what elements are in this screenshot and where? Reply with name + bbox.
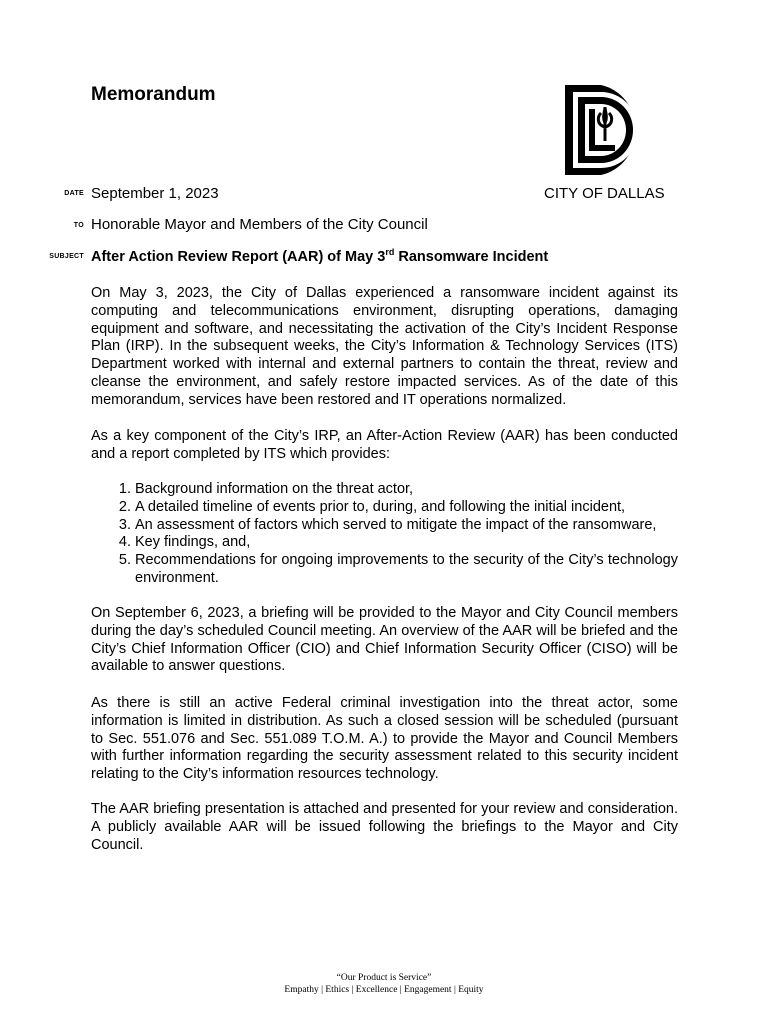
organization-name: CITY OF DALLAS [544, 185, 665, 202]
paragraph-presentation: The AAR briefing presentation is attached and presented for your review and consideration. A publicly available AAR will be issued following the briefings to the Mayor and City Council. [91, 801, 678, 853]
memo-title: Memorandum [91, 84, 216, 105]
list-item: 5. Recommendations for ongoing improvements to the security of the City’s technology environment. [135, 552, 678, 588]
paragraph-aar: As a key component of the City’s IRP, an After-Action Review (AAR) has been conducted and a report completed by ITS which provides: [91, 428, 678, 462]
list-item: 1. Background information on the threat actor, [135, 481, 678, 499]
report-contents-list [91, 481, 678, 588]
to-label: TO [73, 222, 84, 229]
subject-value [91, 247, 548, 265]
subject-label: SUBJECT [49, 253, 84, 260]
date-label: DATE [64, 190, 84, 197]
paragraph-briefing: On September 6, 2023, a briefing will be provided to the Mayor and City Council members during the day’s scheduled Council meeting. An overview of the AAR will be briefed and the City’s Chief Information Officer (CIO) and Chief Information Security Officer (CISO) will be available to answer questions. [91, 605, 678, 675]
footer-motto: “Our Product is Service” [336, 973, 432, 983]
city-of-dallas-logo [561, 83, 649, 177]
list-item: 4. Key findings, and, [135, 534, 678, 552]
list-item: 2. A detailed timeline of events prior to, during, and following the initial incident, [135, 499, 678, 517]
footer [0, 972, 768, 996]
footer-values: Empathy | Ethics | Excellence | Engagement | Equity [284, 985, 484, 995]
to-value: Honorable Mayor and Members of the City Council [91, 216, 428, 233]
subject-superscript: rd [385, 247, 395, 257]
date-value: September 1, 2023 [91, 185, 219, 202]
subject-text-end: Ransomware Incident [394, 248, 549, 265]
paragraph-incident: On May 3, 2023, the City of Dallas experienced a ransomware incident against its computing and telecommunications environment, disrupting operations, damaging equipment and software, and necessitating the activation of the City’s Incident Response Plan (IRP). In the subsequent weeks, the City’s Information & Technology Services (ITS) Department worked with internal and external partners to contain the threat, review and cleanse the environment, and safely restore impacted services. As of the date of this memorandum, services have been restored and IT operations normalized. [91, 285, 678, 408]
paragraph-investigation: As there is still an active Federal criminal investigation into the threat actor, some information is limited in distribution. As such a closed session will be scheduled (pursuant to Sec. 551.076 and Sec. 551.089 T.O.M. A.) to provide the Mayor and Council Members with further information regarding the security assessment related to this security incident relating to the City’s information resources technology. [91, 695, 678, 783]
list-item: 3. An assessment of factors which served to mitigate the impact of the ransomware, [135, 517, 678, 535]
subject-text: After Action Review Report (AAR) of May 3 [91, 248, 386, 265]
